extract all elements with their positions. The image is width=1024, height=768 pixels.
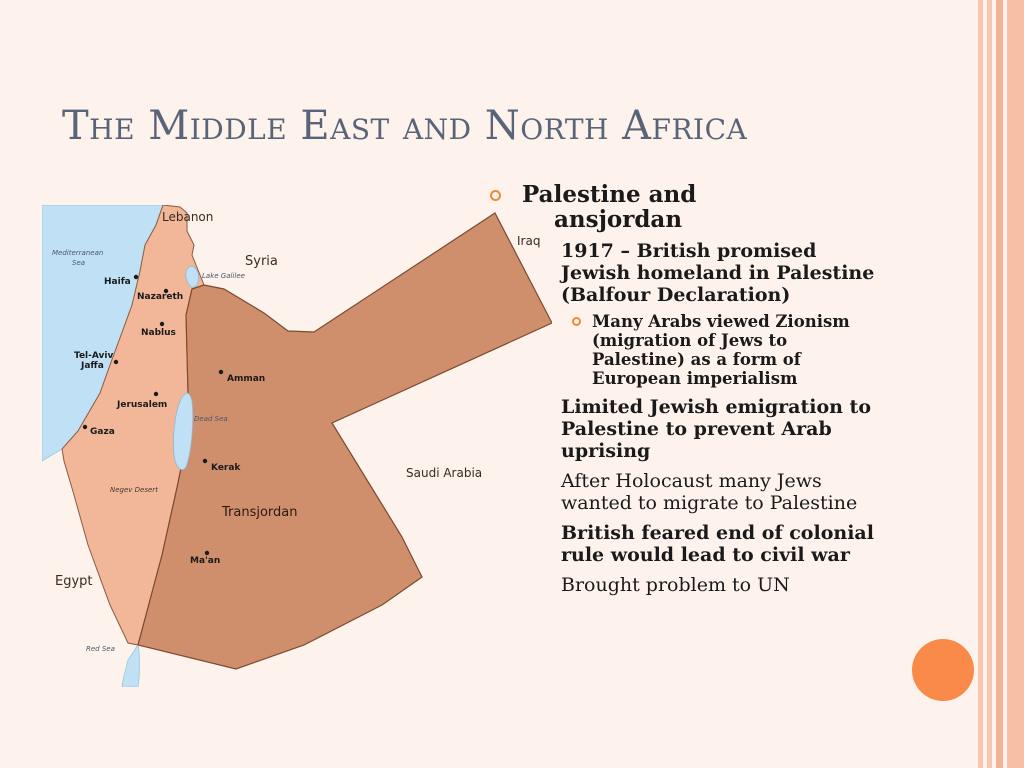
city-label-tel-aviv: Tel-Aviv (74, 351, 114, 361)
city-label-nablus: Nablus (141, 328, 176, 338)
country-label-iraq: Iraq (517, 234, 541, 248)
bullet-level2: After Holocaust many Jews wanted to migrate to Palestine (561, 470, 858, 514)
water-label-red-sea: Red Sea (86, 645, 115, 653)
bullet-level1 (488, 182, 712, 232)
city-label-maan: Ma'an (190, 556, 221, 566)
slide-title: The Middle East and North Africa (62, 103, 748, 149)
bullet-level2: Brought problem to UN (561, 574, 790, 596)
water-label-sea: Sea (72, 259, 86, 267)
city-dot-kerak (203, 459, 207, 463)
country-label-syria: Syria (245, 254, 278, 269)
region-label-transjordan: Transjordan (222, 505, 298, 520)
water-label-lake-galilee: Lake Galilee (202, 272, 245, 280)
decor-stripe (1007, 0, 1024, 768)
city-dot-gaza (83, 425, 87, 429)
city-dot-amman (219, 370, 223, 374)
city-dot-maan (205, 551, 209, 555)
decor-stripe (996, 0, 1003, 768)
city-label-haifa: Haifa (104, 277, 131, 287)
bullet-level2: British feared end of colonial rule would lead to civil war (561, 522, 874, 566)
city-label-jerusalem: Jerusalem (117, 400, 168, 410)
city-label-amman: Amman (227, 374, 266, 384)
water-label-dead-sea: Dead Sea (194, 415, 228, 423)
decor-circle (912, 639, 974, 701)
city-label-jaffa: Jaffa (81, 361, 104, 371)
country-label-lebanon: Lebanon (162, 210, 214, 224)
bullet-text: Many Arabs viewed Zionism (migration of Jews to Palestine) as a form of European imperialism (592, 312, 850, 388)
city-label-gaza: Gaza (90, 427, 115, 437)
red-sea (122, 645, 140, 687)
decor-stripe (978, 0, 983, 768)
decor-stripe (987, 0, 992, 768)
city-dot-jerusalem (154, 392, 158, 396)
city-label-kerak: Kerak (211, 463, 241, 473)
city-dot-nablus (160, 322, 164, 326)
region-label-negev: Negev Desert (110, 486, 158, 494)
water-label-mediterranean: Mediterranean (52, 249, 104, 257)
bullet-list (488, 182, 888, 596)
palestine-transjordan-map (42, 205, 552, 687)
bullet-level2: 1917 – British promised Jewish homeland in Palestine (Balfour Declaration) (561, 240, 875, 306)
city-dot-tel-aviv (114, 360, 118, 364)
bullet-level3 (488, 312, 882, 388)
bullet-ring-icon (490, 190, 501, 201)
bullet-ring-icon (572, 317, 581, 326)
country-label-egypt: Egypt (55, 574, 93, 589)
city-label-nazareth: Nazareth (137, 292, 184, 302)
bullet-level2: Limited Jewish emigration to Palestine to prevent Arab uprising (561, 396, 872, 462)
country-label-saudi-arabia: Saudi Arabia (406, 466, 483, 480)
bullet-text: Palestine and (522, 181, 697, 208)
bullet-text-continued: ansjordan (554, 206, 683, 233)
city-dot-haifa (134, 275, 138, 279)
